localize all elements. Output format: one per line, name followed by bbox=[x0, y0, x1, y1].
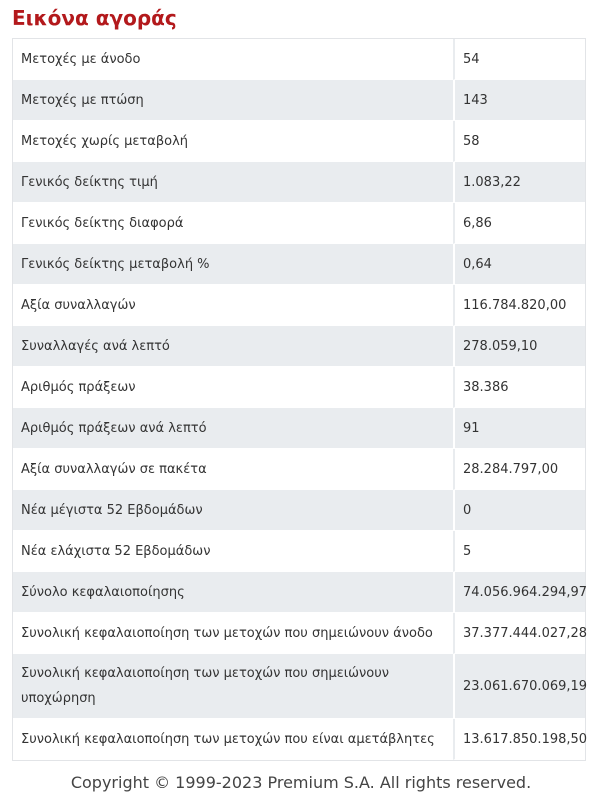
table-row bbox=[13, 121, 585, 162]
copyright-footer: Copyright © 1999-2023 Premium S.A. All rights reserved. bbox=[70, 773, 532, 792]
row-value: 6,86 bbox=[453, 203, 585, 244]
row-label: Νέα μέγιστα 52 Εβδομάδων bbox=[13, 490, 453, 531]
row-label: Αξία συναλλαγών bbox=[13, 285, 453, 326]
row-label: Γενικός δείκτης τιμή bbox=[13, 162, 453, 203]
table-row bbox=[13, 203, 585, 244]
row-value: 1.083,22 bbox=[453, 162, 585, 203]
market-overview-table bbox=[12, 38, 586, 761]
table-row bbox=[13, 449, 585, 490]
row-label: Γενικός δείκτης μεταβολή % bbox=[13, 244, 453, 285]
table-row bbox=[13, 285, 585, 326]
row-label: Συνολική κεφαλαιοποίηση των μετοχών που είναι αμετάβλητες bbox=[13, 719, 453, 760]
page-title: Εικόνα αγοράς bbox=[12, 6, 177, 30]
row-label: Μετοχές με άνοδο bbox=[13, 39, 453, 80]
table-row bbox=[13, 162, 585, 203]
table-row bbox=[13, 572, 585, 613]
row-value: 91 bbox=[453, 408, 585, 449]
table-row bbox=[13, 719, 585, 760]
row-value: 13.617.850.198,50 bbox=[453, 719, 585, 760]
row-label: Αξία συναλλαγών σε πακέτα bbox=[13, 449, 453, 490]
row-value: 28.284.797,00 bbox=[453, 449, 585, 490]
table-row bbox=[13, 408, 585, 449]
row-value: 37.377.444.027,28 bbox=[453, 613, 585, 654]
row-label: Συνολική κεφαλαιοποίηση των μετοχών που σημειώνουν υποχώρηση bbox=[13, 654, 453, 719]
row-value: 0 bbox=[453, 490, 585, 531]
row-value: 58 bbox=[453, 121, 585, 162]
table-row bbox=[13, 490, 585, 531]
table-row bbox=[13, 244, 585, 285]
row-label: Μετοχές με πτώση bbox=[13, 80, 453, 121]
row-label: Σύνολο κεφαλαιοποίησης bbox=[13, 572, 453, 613]
table-row bbox=[13, 613, 585, 654]
row-label: Νέα ελάχιστα 52 Εβδομάδων bbox=[13, 531, 453, 572]
row-value: 38.386 bbox=[453, 367, 585, 408]
table-row bbox=[13, 326, 585, 367]
row-value: 116.784.820,00 bbox=[453, 285, 585, 326]
row-value: 278.059,10 bbox=[453, 326, 585, 367]
row-label: Γενικός δείκτης διαφορά bbox=[13, 203, 453, 244]
row-label: Συναλλαγές ανά λεπτό bbox=[13, 326, 453, 367]
table-row bbox=[13, 531, 585, 572]
row-value: 74.056.964.294,97 bbox=[453, 572, 585, 613]
row-value: 23.061.670.069,19 bbox=[453, 654, 585, 719]
table-row bbox=[13, 367, 585, 408]
row-value: 143 bbox=[453, 80, 585, 121]
row-label: Μετοχές χωρίς μεταβολή bbox=[13, 121, 453, 162]
market-overview-table-body bbox=[13, 39, 588, 760]
row-value: 54 bbox=[453, 39, 585, 80]
row-label: Συνολική κεφαλαιοποίηση των μετοχών που σημειώνουν άνοδο bbox=[13, 613, 453, 654]
row-label: Αριθμός πράξεων bbox=[13, 367, 453, 408]
table-row bbox=[13, 654, 585, 719]
table-row bbox=[13, 39, 585, 80]
row-value: 0,64 bbox=[453, 244, 585, 285]
row-label: Αριθμός πράξεων ανά λεπτό bbox=[13, 408, 453, 449]
table-row bbox=[13, 80, 585, 121]
row-value: 5 bbox=[453, 531, 585, 572]
